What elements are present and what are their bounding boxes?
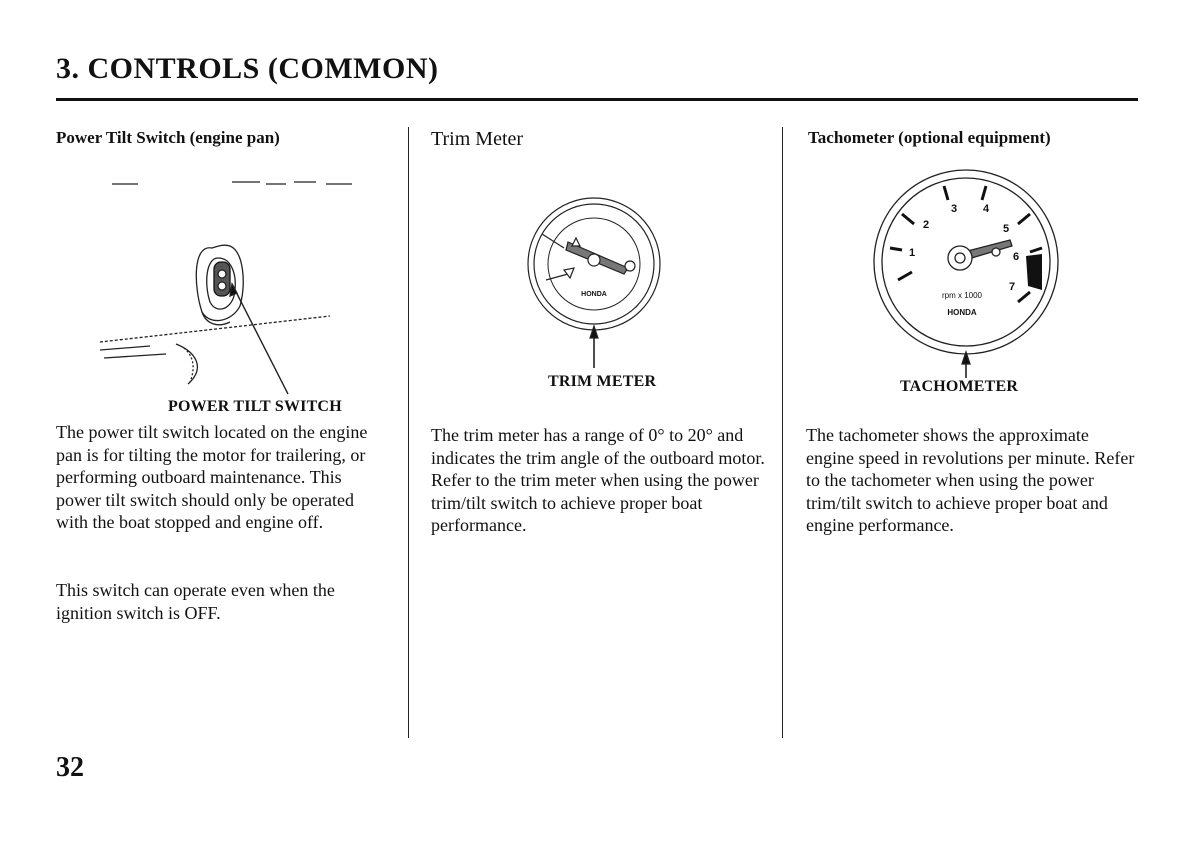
title-rule (56, 98, 1138, 101)
column-divider-2 (782, 127, 783, 738)
tachometer-heading: Tachometer (optional equipment) (808, 128, 1051, 147)
tachometer-gauge (866, 168, 1066, 378)
tachometer-paragraph: The tachometer shows the approximate engine speed in revolutions per minute. Refer to the tachometer when using the power trim/tilt switch to achieve proper boat and engine performance. (806, 425, 1135, 535)
tachometer-dial-7: 7 (1008, 281, 1016, 293)
tachometer-dial-6: 6 (1012, 251, 1020, 263)
trim-meter-brand-text: HONDA (581, 291, 607, 298)
tachometer-caption: TACHOMETER (900, 378, 1019, 395)
tachometer-dial-2: 2 (922, 219, 930, 231)
trim-meter-caption: TRIM METER (548, 373, 657, 390)
power-tilt-paragraph-2: This switch can operate even when the ignition switch is OFF. (56, 580, 335, 623)
power-tilt-switch-illustration (80, 172, 380, 412)
column-divider-1 (408, 127, 409, 738)
power-tilt-paragraph-1: The power tilt switch located on the engine pan is for tilting the motor for trailering, or performing outboard maintenance. This power tilt switch should only be operated with the boat stopped and engine off. (56, 422, 368, 532)
power-tilt-heading: Power Tilt Switch (engine pan) (56, 128, 280, 147)
tachometer-dial-1: 1 (908, 247, 916, 259)
tachometer-dial-5: 5 (1002, 223, 1010, 235)
tachometer-units-label: rpm x 1000 (941, 291, 983, 300)
page-title: 3. CONTROLS (COMMON) (56, 52, 439, 85)
page-number: 32 (56, 752, 84, 783)
trim-meter-paragraph: The trim meter has a range of 0° to 20° and indicates the trim angle of the outboard motor. Refer to the trim meter when using the power trim/tilt switch to achieve proper boat performance. (431, 425, 765, 535)
tachometer-dial-3: 3 (950, 203, 958, 215)
trim-meter-heading: Trim Meter (431, 128, 524, 150)
trim-meter-gauge (524, 194, 664, 368)
tachometer-brand-text: HONDA (947, 308, 977, 317)
tachometer-dial-4: 4 (982, 203, 990, 215)
power-tilt-caption: POWER TILT SWITCH (168, 398, 342, 415)
